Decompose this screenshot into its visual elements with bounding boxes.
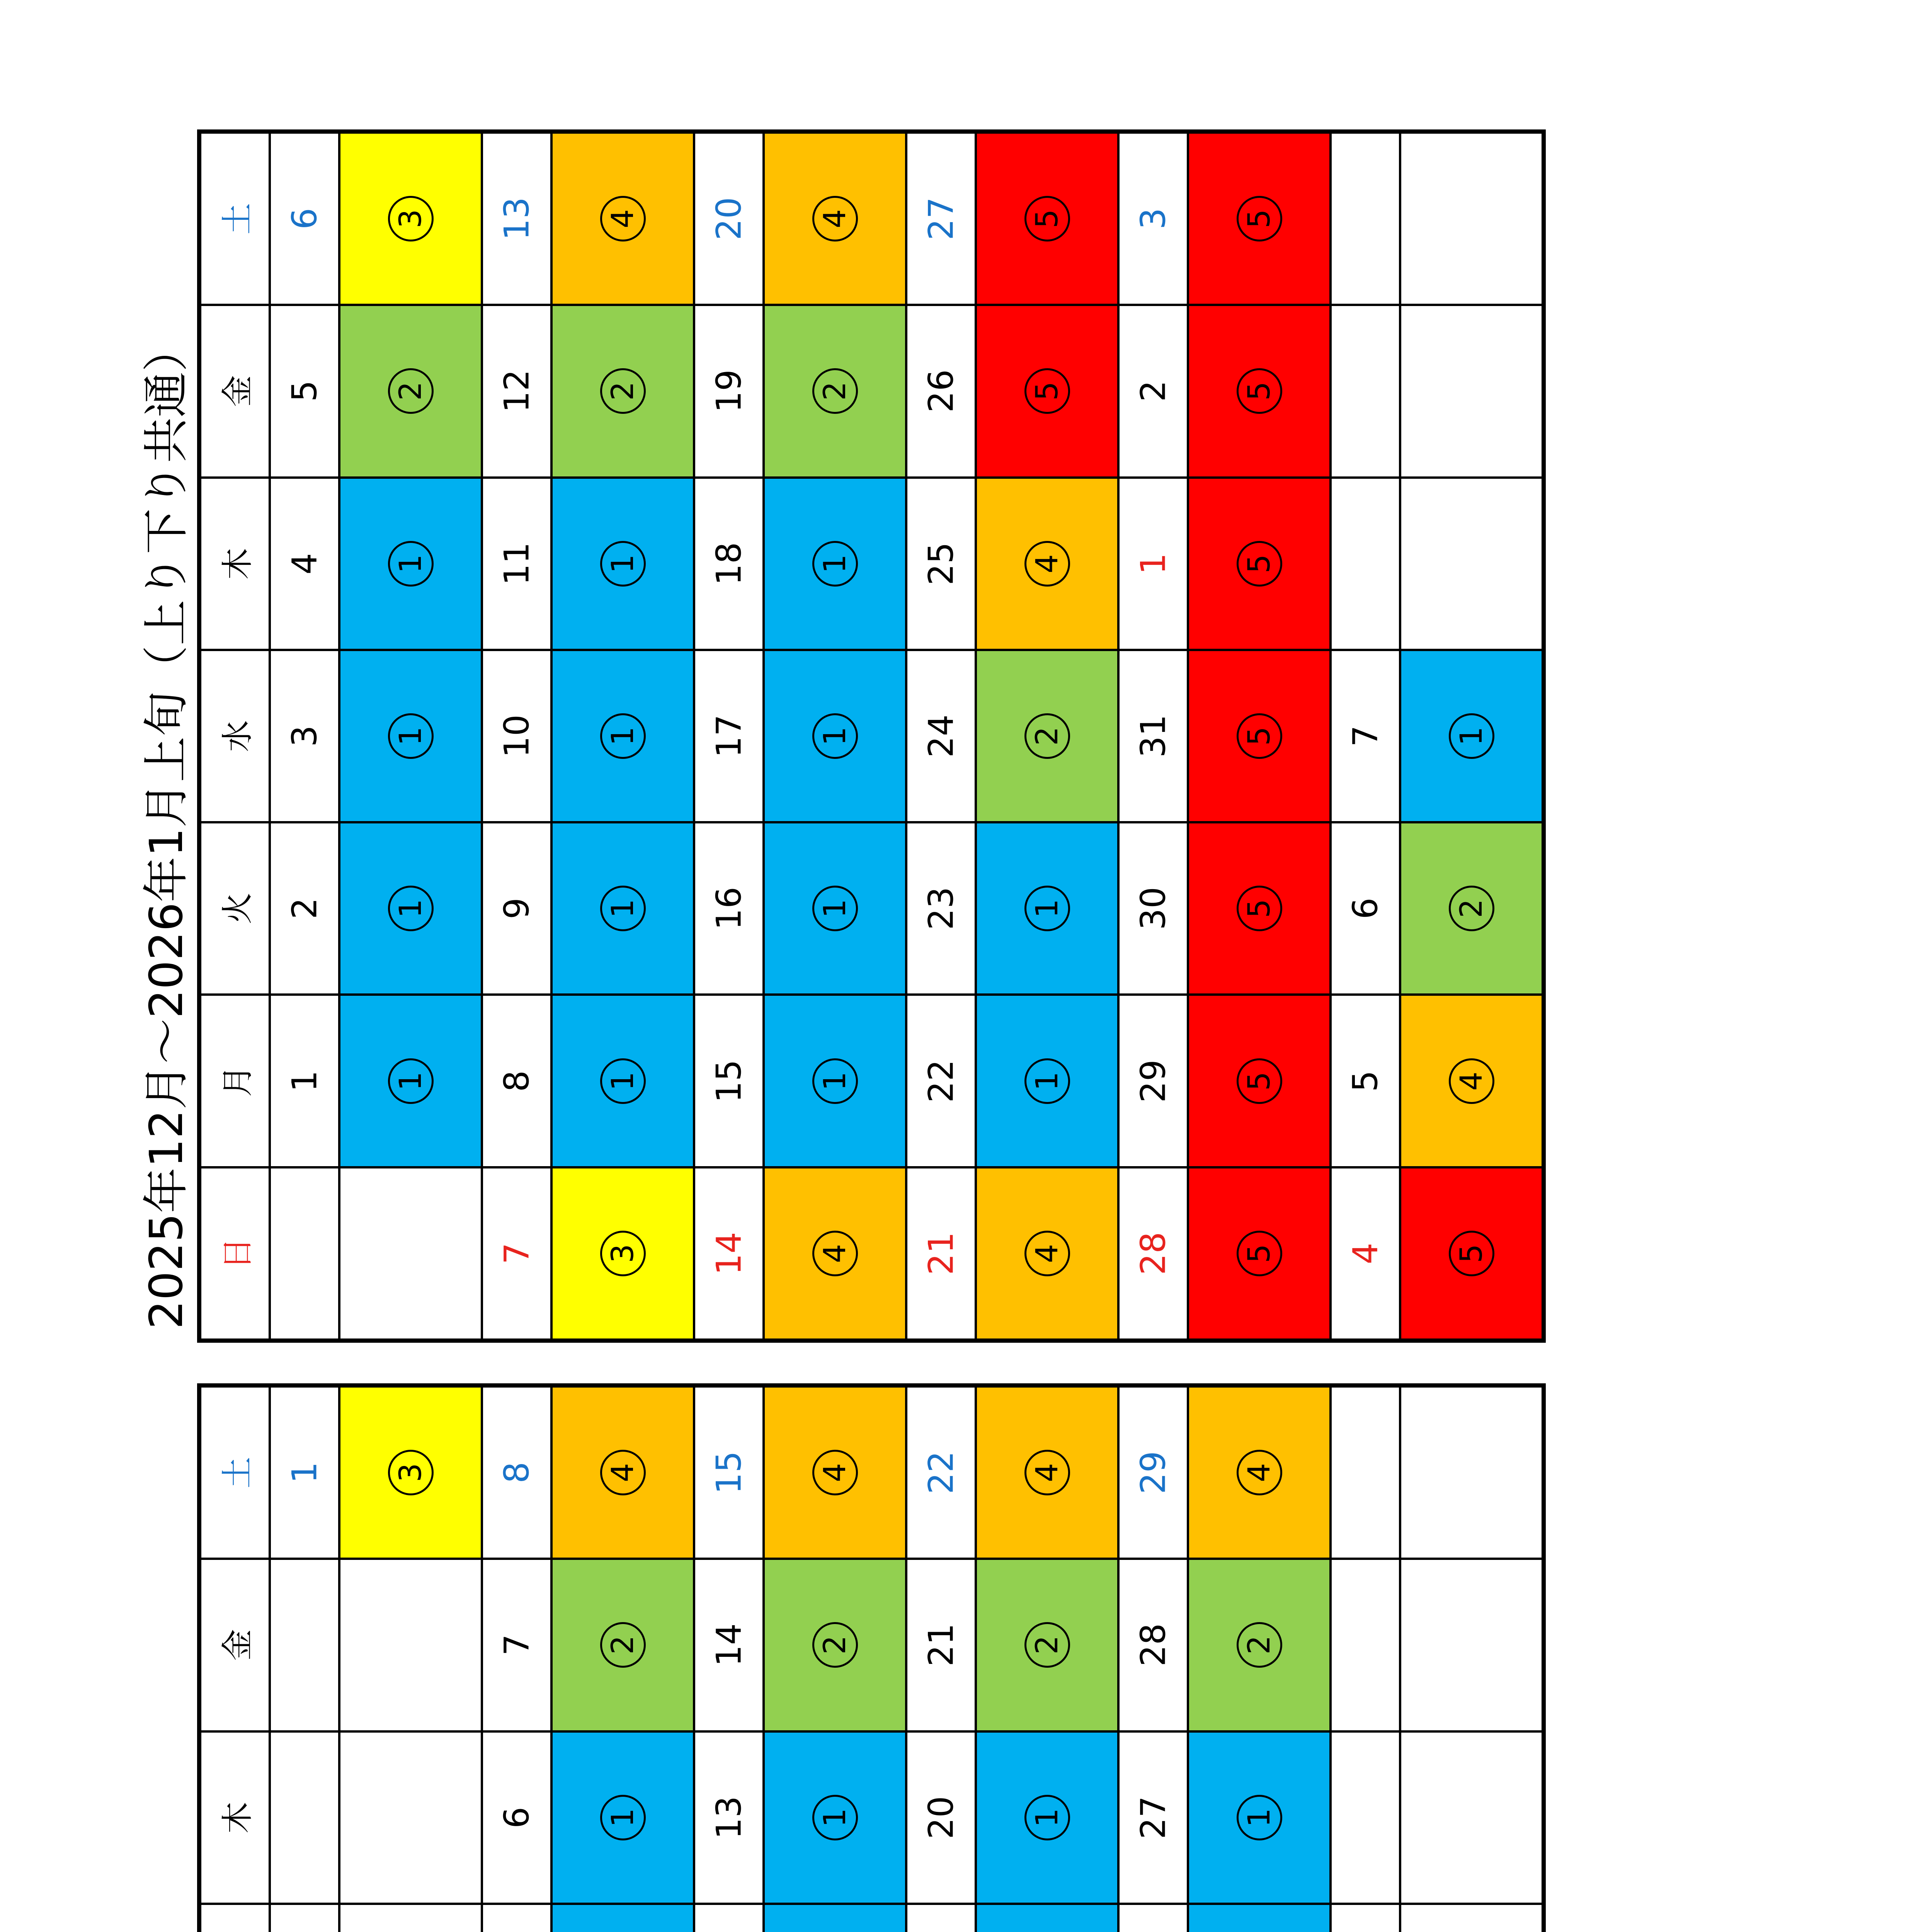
date-number: 7: [497, 1634, 537, 1656]
schedule-code-cell: [1400, 822, 1543, 995]
schedule-code-cell: [339, 1904, 482, 1932]
date-cell: [694, 1731, 764, 1904]
schedule-code-cell: [976, 133, 1118, 305]
schedule-code-1: 1: [1449, 713, 1494, 759]
date-cell: [694, 1386, 764, 1559]
schedule-code-cell: [1188, 133, 1331, 305]
schedule-code-cell: [1188, 1731, 1331, 1904]
schedule-code-1: 1: [388, 713, 434, 759]
date-cell: [270, 1386, 339, 1559]
date-number: 5: [1345, 1070, 1385, 1092]
date-number: 21: [921, 1231, 961, 1275]
date-cell: [1118, 1731, 1188, 1904]
weekday-header-cell: [200, 1386, 270, 1559]
schedule-code-cell: [1188, 478, 1331, 650]
date-number: 25: [921, 542, 961, 585]
schedule-code-2: 2: [600, 368, 646, 414]
date-cell: [906, 995, 976, 1167]
date-cell: [270, 1904, 339, 1932]
weekday-row-thu: [200, 478, 1543, 650]
schedule-code-4: 4: [600, 1450, 646, 1495]
schedule-code-cell: [976, 1731, 1118, 1904]
schedule-code-2: 2: [1449, 886, 1494, 931]
schedule-code-4: 4: [1237, 1450, 1282, 1495]
schedule-code-cell: [976, 822, 1118, 995]
schedule-code-1: 1: [388, 541, 434, 587]
date-number: 2: [284, 898, 325, 920]
schedule-code-4: 4: [812, 1450, 858, 1495]
schedule-code-cell: [1400, 995, 1543, 1167]
schedule-code-2: 2: [1024, 1622, 1070, 1668]
date-number: 1: [284, 1462, 325, 1484]
date-number: 3: [284, 725, 325, 747]
date-cell: [1331, 133, 1400, 305]
schedule-code-cell: [976, 1559, 1118, 1731]
schedule-code-1: 1: [812, 886, 858, 931]
weekday-header-cell: [200, 995, 270, 1167]
date-cell: [1331, 1731, 1400, 1904]
date-cell: [906, 1386, 976, 1559]
weekday-label: 月: [219, 1065, 256, 1097]
date-cell: [1331, 650, 1400, 822]
date-cell: [1118, 650, 1188, 822]
schedule-code-cell: [764, 133, 906, 305]
date-cell: [270, 995, 339, 1167]
date-cell: [482, 1731, 551, 1904]
date-cell: [270, 1167, 339, 1340]
date-number: 21: [921, 1623, 961, 1667]
date-number: 15: [709, 1451, 749, 1495]
schedule-code-1: 1: [600, 1058, 646, 1104]
schedule-code-cell: [764, 995, 906, 1167]
schedule-code-cell: [551, 305, 694, 477]
date-number: 9: [497, 898, 537, 920]
date-cell: [1118, 822, 1188, 995]
schedule-code-cell: [551, 822, 694, 995]
schedule-code-cell: [764, 1904, 906, 1932]
date-number: 23: [921, 887, 961, 930]
weekday-label: 金: [219, 1629, 256, 1661]
date-number: 5: [284, 380, 325, 402]
schedule-code-5: 5: [1237, 196, 1282, 242]
schedule-code-5: 5: [1237, 1058, 1282, 1104]
weekday-header-cell: [200, 1904, 270, 1932]
date-cell: [270, 1731, 339, 1904]
schedule-code-cell: [339, 1731, 482, 1904]
schedule-code-cell: [551, 1559, 694, 1731]
schedule-code-1: 1: [812, 1795, 858, 1840]
date-number: 8: [497, 1070, 537, 1092]
date-number: 22: [921, 1059, 961, 1103]
schedule-code-cell: [339, 478, 482, 650]
weekday-label: 土: [219, 1457, 256, 1489]
date-cell: [270, 133, 339, 305]
schedule-code-1: 1: [600, 886, 646, 931]
schedule-code-4: 4: [1024, 1450, 1070, 1495]
schedule-code-1: 1: [388, 1058, 434, 1104]
schedule-code-2: 2: [812, 1622, 858, 1668]
weekday-header-cell: [200, 1559, 270, 1731]
schedule-code-cell: [764, 1386, 906, 1559]
schedule-code-cell: [339, 305, 482, 477]
date-cell: [270, 1559, 339, 1731]
schedule-code-5: 5: [1024, 196, 1070, 242]
schedule-code-cell: [551, 133, 694, 305]
schedule-code-cell: [551, 650, 694, 822]
date-cell: [694, 1904, 764, 1932]
schedule-code-4: 4: [812, 1231, 858, 1276]
date-number: 4: [284, 553, 325, 575]
date-cell: [694, 305, 764, 477]
weekday-label: 土: [219, 203, 256, 235]
schedule-code-5: 5: [1237, 368, 1282, 414]
schedule-code-cell: [339, 1559, 482, 1731]
schedule-code-cell: [551, 478, 694, 650]
schedule-code-1: 1: [600, 713, 646, 759]
date-cell: [906, 1731, 976, 1904]
date-cell: [694, 1167, 764, 1340]
schedule-code-3: 3: [388, 1450, 434, 1495]
date-cell: [694, 133, 764, 305]
date-number: 26: [921, 369, 961, 413]
schedule-code-4: 4: [1024, 541, 1070, 587]
schedule-code-1: 1: [812, 541, 858, 587]
schedule-code-cell: [1400, 133, 1543, 305]
date-cell: [694, 478, 764, 650]
schedule-code-4: 4: [1024, 1231, 1070, 1276]
weekday-label: 木: [219, 1801, 256, 1833]
date-cell: [270, 822, 339, 995]
date-cell: [482, 650, 551, 822]
weekday-label: 日: [219, 1237, 256, 1269]
weekday-header-cell: [200, 305, 270, 477]
weekday-header-cell: [200, 650, 270, 822]
schedule-code-cell: [1400, 1731, 1543, 1904]
schedule-code-cell: [1400, 305, 1543, 477]
schedule-code-cell: [976, 995, 1118, 1167]
date-cell: [906, 133, 976, 305]
schedule-code-cell: [551, 1731, 694, 1904]
date-cell: [1331, 1904, 1400, 1932]
date-cell: [1331, 1167, 1400, 1340]
date-cell: [1118, 1559, 1188, 1731]
date-cell: [1118, 478, 1188, 650]
date-cell: [1331, 995, 1400, 1167]
schedule-code-cell: [551, 1167, 694, 1340]
date-number: 30: [1133, 887, 1173, 930]
schedule-code-cell: [1400, 1386, 1543, 1559]
date-number: 2: [1133, 380, 1173, 402]
schedule-code-cell: [976, 305, 1118, 477]
date-cell: [270, 478, 339, 650]
date-cell: [270, 650, 339, 822]
date-number: 14: [709, 1231, 749, 1275]
schedule-code-cell: [339, 822, 482, 995]
schedule-code-cell: [764, 1731, 906, 1904]
date-cell: [270, 305, 339, 477]
weekday-header-cell: [200, 133, 270, 305]
date-cell: [906, 305, 976, 477]
date-number: 27: [1133, 1796, 1173, 1839]
date-cell: [694, 995, 764, 1167]
schedule-code-4: 4: [600, 196, 646, 242]
date-cell: [482, 1167, 551, 1340]
schedule-code-cell: [976, 1167, 1118, 1340]
date-number: 20: [709, 197, 749, 241]
schedule-code-cell: [1188, 650, 1331, 822]
schedule-code-cell: [551, 1386, 694, 1559]
schedule-code-cell: [1188, 1167, 1331, 1340]
schedule-code-cell: [764, 1559, 906, 1731]
date-cell: [694, 822, 764, 995]
schedule-code-cell: [764, 822, 906, 995]
schedule-code-cell: [1400, 1559, 1543, 1731]
schedule-code-1: 1: [1237, 1795, 1282, 1840]
date-cell: [906, 822, 976, 995]
date-cell: [694, 650, 764, 822]
date-number: 7: [1345, 725, 1385, 747]
weekday-row-wed: [200, 650, 1543, 822]
date-cell: [1331, 478, 1400, 650]
date-number: 13: [497, 197, 537, 241]
date-number: 6: [284, 208, 325, 230]
date-cell: [1331, 1559, 1400, 1731]
schedule-code-3: 3: [388, 196, 434, 242]
date-cell: [482, 822, 551, 995]
date-cell: [482, 133, 551, 305]
schedule-code-2: 2: [812, 368, 858, 414]
weekday-label: 火: [219, 893, 256, 925]
schedule-code-cell: [339, 133, 482, 305]
date-number: 13: [709, 1796, 749, 1839]
schedule-code-5: 5: [1237, 886, 1282, 931]
schedule-code-2: 2: [388, 368, 434, 414]
schedule-code-5: 5: [1237, 541, 1282, 587]
date-number: 16: [709, 887, 749, 930]
schedule-code-cell: [976, 1386, 1118, 1559]
calendar-grid-december-january: [197, 129, 1546, 1343]
date-number: 11: [497, 542, 537, 585]
weekday-row-fri: [200, 1559, 1543, 1731]
date-cell: [1118, 305, 1188, 477]
schedule-code-cell: [1188, 305, 1331, 477]
weekday-row-wed: [200, 1904, 1543, 1932]
schedule-code-cell: [551, 995, 694, 1167]
schedule-code-cell: [764, 650, 906, 822]
date-number: 6: [497, 1806, 537, 1828]
date-cell: [482, 1559, 551, 1731]
schedule-code-1: 1: [812, 713, 858, 759]
date-number: 29: [1133, 1059, 1173, 1103]
date-cell: [1118, 1167, 1188, 1340]
date-cell: [906, 1559, 976, 1731]
schedule-code-2: 2: [1237, 1622, 1282, 1668]
date-number: 28: [1133, 1623, 1173, 1667]
date-cell: [694, 1559, 764, 1731]
date-number: 20: [921, 1796, 961, 1839]
date-cell: [482, 995, 551, 1167]
date-number: 28: [1133, 1231, 1173, 1275]
schedule-code-cell: [764, 1167, 906, 1340]
weekday-header-cell: [200, 822, 270, 995]
date-cell: [1331, 1386, 1400, 1559]
schedule-code-3: 3: [600, 1231, 646, 1276]
schedule-code-2: 2: [600, 1622, 646, 1668]
schedule-code-cell: [1188, 995, 1331, 1167]
schedule-code-cell: [339, 1167, 482, 1340]
schedule-code-1: 1: [1024, 886, 1070, 931]
schedule-code-cell: [1400, 1904, 1543, 1932]
schedule-code-1: 1: [600, 1795, 646, 1840]
schedule-code-cell: [976, 650, 1118, 822]
schedule-code-cell: [339, 1386, 482, 1559]
date-number: 3: [1133, 208, 1173, 230]
date-cell: [1331, 822, 1400, 995]
date-cell: [1118, 1904, 1188, 1932]
schedule-code-cell: [1188, 1904, 1331, 1932]
schedule-code-cell: [976, 1904, 1118, 1932]
schedule-code-cell: [1188, 1386, 1331, 1559]
weekday-row-sat: [200, 1386, 1543, 1559]
date-cell: [1118, 133, 1188, 305]
date-number: 24: [921, 714, 961, 758]
schedule-code-cell: [1400, 650, 1543, 822]
weekday-row-mon: [200, 995, 1543, 1167]
date-cell: [482, 305, 551, 477]
date-cell: [482, 1904, 551, 1932]
schedule-code-2: 2: [1024, 713, 1070, 759]
date-number: 31: [1133, 714, 1173, 758]
date-number: 1: [284, 1070, 325, 1092]
schedule-code-1: 1: [1024, 1058, 1070, 1104]
weekday-row-sat: [200, 133, 1543, 305]
date-number: 27: [921, 197, 961, 241]
schedule-code-cell: [1400, 478, 1543, 650]
schedule-code-1: 1: [812, 1058, 858, 1104]
weekday-label: 金: [219, 375, 256, 407]
date-number: 6: [1345, 898, 1385, 920]
weekday-header-cell: [200, 478, 270, 650]
schedule-code-cell: [339, 995, 482, 1167]
date-number: 4: [1345, 1242, 1385, 1264]
date-number: 29: [1133, 1451, 1173, 1495]
date-number: 12: [497, 369, 537, 413]
schedule-code-cell: [1188, 1559, 1331, 1731]
schedule-code-5: 5: [1449, 1231, 1494, 1276]
schedule-code-5: 5: [1237, 1231, 1282, 1276]
date-cell: [906, 478, 976, 650]
schedule-code-cell: [764, 478, 906, 650]
date-number: 7: [497, 1242, 537, 1264]
calendar-title-december-january: 2025年12月～2026年1月上旬（上り下り共通）: [140, 326, 193, 1329]
schedule-code-5: 5: [1024, 368, 1070, 414]
weekday-row-thu: [200, 1731, 1543, 1904]
weekday-label: 木: [219, 548, 256, 580]
schedule-code-cell: [976, 478, 1118, 650]
date-cell: [1118, 995, 1188, 1167]
date-number: 15: [709, 1059, 749, 1103]
schedule-code-4: 4: [812, 196, 858, 242]
schedule-code-cell: [1400, 1167, 1543, 1340]
calendar-grid-november: [197, 1383, 1546, 1932]
date-cell: [1331, 305, 1400, 477]
schedule-code-cell: [764, 305, 906, 477]
date-number: 14: [709, 1623, 749, 1667]
schedule-code-1: 1: [600, 541, 646, 587]
date-number: 8: [497, 1462, 537, 1484]
date-cell: [1118, 1386, 1188, 1559]
schedule-code-1: 1: [388, 886, 434, 931]
date-cell: [906, 1904, 976, 1932]
weekday-row-tue: [200, 822, 1543, 995]
schedule-code-cell: [1188, 822, 1331, 995]
schedule-code-cell: [339, 650, 482, 822]
date-cell: [482, 1386, 551, 1559]
date-number: 17: [709, 714, 749, 758]
date-cell: [906, 650, 976, 822]
date-cell: [906, 1167, 976, 1340]
schedule-code-4: 4: [1449, 1058, 1494, 1104]
schedule-code-1: 1: [1024, 1795, 1070, 1840]
date-number: 10: [497, 714, 537, 758]
weekday-header-cell: [200, 1167, 270, 1340]
schedule-code-5: 5: [1237, 713, 1282, 759]
weekday-row-fri: [200, 305, 1543, 477]
weekday-row-sun: [200, 1167, 1543, 1340]
date-number: 1: [1133, 553, 1173, 575]
weekday-label: 水: [219, 720, 256, 752]
weekday-header-cell: [200, 1731, 270, 1904]
date-number: 19: [709, 369, 749, 413]
date-number: 22: [921, 1451, 961, 1495]
date-number: 18: [709, 542, 749, 585]
schedule-code-cell: [551, 1904, 694, 1932]
date-cell: [482, 478, 551, 650]
